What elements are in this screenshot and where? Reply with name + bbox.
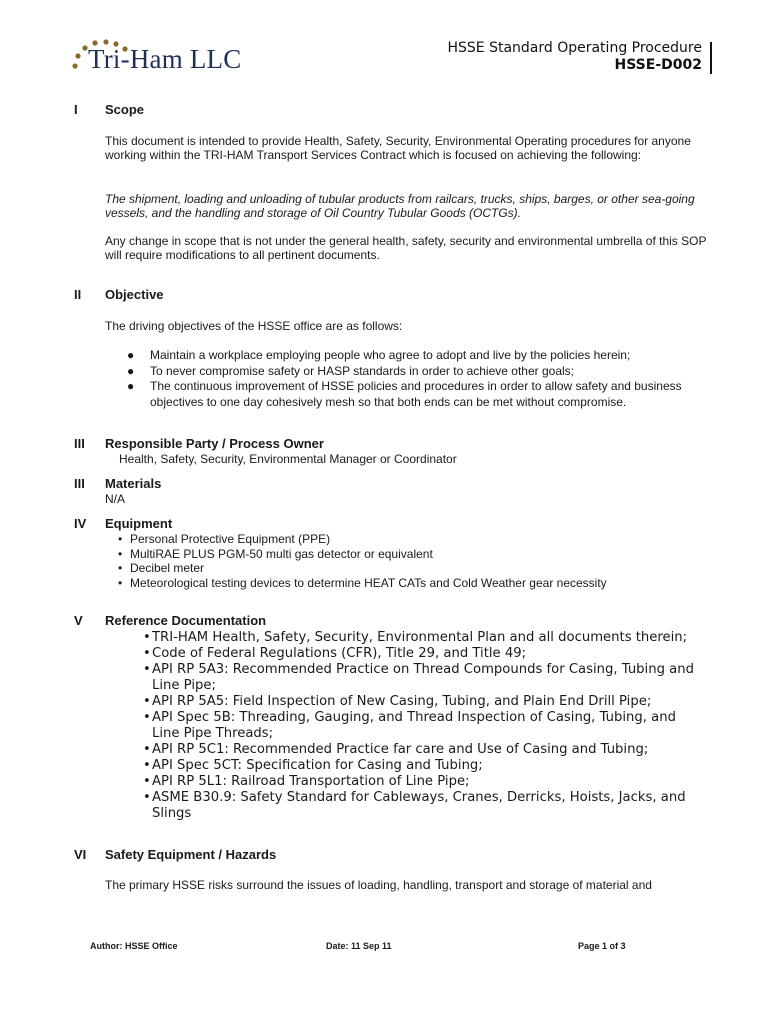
bullet-icon: •: [143, 694, 151, 709]
list-item-text: MultiRAE PLUS PGM-50 multi gas detector or equivalent: [130, 546, 433, 561]
list-item-text: Meteorological testing devices to determine HEAT CATs and Cold Weather gear necessity: [130, 575, 607, 590]
document-code: HSSE-D002: [614, 57, 702, 73]
list-item: [105, 758, 705, 774]
list-item: [105, 630, 705, 646]
document-title: HSSE Standard Operating Procedure: [447, 40, 702, 56]
section-title-objective: Objective: [105, 287, 164, 302]
objective-list: [105, 348, 705, 410]
footer-page-number: Page 1 of 3: [578, 941, 626, 951]
equipment-list: [118, 532, 708, 590]
list-item: [105, 364, 705, 380]
bullet-icon: •: [118, 561, 123, 575]
section-number: VI: [74, 847, 87, 862]
bullet-icon: •: [143, 630, 151, 645]
list-item: [118, 576, 708, 591]
bullet-icon: •: [143, 790, 151, 805]
list-item-text: Personal Protective Equipment (PPE): [130, 532, 331, 546]
list-item-text: Code of Federal Regulations (CFR), Title 29, and Title 49;: [152, 646, 527, 661]
section-number: I: [74, 102, 78, 117]
list-item: [105, 646, 705, 662]
list-item: [105, 710, 705, 742]
section-number: III: [74, 436, 85, 451]
header-divider: [710, 42, 712, 74]
list-item: [118, 532, 708, 547]
section-title-reference: Reference Documentation: [105, 613, 267, 628]
section-title-equipment: Equipment: [105, 516, 173, 531]
section-number: III: [74, 476, 85, 491]
section-title-materials: Materials: [105, 476, 162, 491]
section-title-safety: Safety Equipment / Hazards: [105, 847, 277, 862]
list-item: [105, 742, 705, 758]
bullet-icon: ●: [127, 363, 135, 378]
footer-author: Author: HSSE Office: [90, 941, 178, 951]
list-item: [105, 790, 705, 822]
materials-text: N/A: [105, 492, 126, 506]
list-item-text: API Spec 5CT: Specification for Casing and Tubing;: [152, 758, 483, 773]
list-item: [105, 774, 705, 790]
section-number: II: [74, 287, 82, 302]
bullet-icon: •: [143, 742, 151, 757]
bullet-icon: •: [143, 662, 151, 677]
list-item: [105, 694, 705, 710]
list-item-text: The continuous improvement of HSSE policies and procedures in order to allow safety and business objectives to one day cohesively mesh so that both ends can be met without compromise.: [150, 379, 682, 409]
list-item-text: API Spec 5B: Threading, Gauging, and Thread Inspection of Casing, Tubing, and Line Pipe Threads;: [152, 710, 676, 741]
bullet-icon: •: [118, 575, 123, 590]
reference-list: [105, 630, 705, 822]
section-title-scope: Scope: [105, 102, 145, 117]
list-item: [105, 348, 705, 364]
list-item-text: Maintain a workplace employing people who agree to adopt and live by the policies herein;: [150, 348, 631, 362]
bullet-icon: •: [143, 758, 151, 773]
list-item-text: ASME B30.9: Safety Standard for Cableways, Cranes, Derricks, Hoists, Jacks, and Slings: [152, 790, 686, 821]
document-header: [447, 40, 702, 74]
list-item-text: API RP 5A5: Field Inspection of New Casing, Tubing, and Plain End Drill Pipe;: [152, 694, 652, 709]
list-item-text: Decibel meter: [130, 561, 205, 575]
bullet-icon: ●: [127, 379, 135, 393]
objective-intro: The driving objectives of the HSSE office are as follows:: [105, 319, 403, 333]
bullet-icon: •: [143, 710, 151, 725]
footer-date: Date: 11 Sep 11: [326, 941, 392, 951]
section-number: IV: [74, 516, 87, 531]
bullet-icon: ●: [127, 348, 135, 362]
bullet-icon: •: [118, 546, 123, 561]
scope-paragraph-3: Any change in scope that is not under the general health, safety, security and environmental umbrella of this SOP will require modifications to all pertinent documents.: [105, 234, 707, 262]
list-item-text: API RP 5A3: Recommended Practice on Thread Compounds for Casing, Tubing and Line Pipe;: [152, 662, 694, 693]
company-logo-text: Tri-Ham LLC: [88, 44, 242, 74]
list-item: [118, 547, 708, 562]
list-item-text: API RP 5C1: Recommended Practice far care and Use of Casing and Tubing;: [152, 742, 649, 757]
bullet-icon: •: [118, 532, 123, 546]
bullet-icon: •: [143, 646, 151, 661]
list-item-text: To never compromise safety or HASP standards in order to achieve other goals;: [150, 363, 574, 378]
section-number: V: [74, 613, 83, 628]
list-item-text: TRI-HAM Health, Safety, Security, Environmental Plan and all documents therein;: [152, 630, 688, 645]
list-item: [105, 379, 705, 410]
safety-text: The primary HSSE risks surround the issues of loading, handling, transport and storage of material and: [105, 878, 652, 892]
list-item-text: API RP 5L1: Railroad Transportation of Line Pipe;: [152, 774, 470, 789]
responsible-text: Health, Safety, Security, Environmental Manager or Coordinator: [119, 452, 457, 466]
scope-paragraph-1: This document is intended to provide Health, Safety, Security, Environmental Operating procedures for anyone working within the TRI-HAM Transport Services Contract which is focused on achieving the following:: [105, 134, 691, 162]
scope-paragraph-2: The shipment, loading and unloading of tubular products from railcars, trucks, ships, barges, or other sea-going vessels, and the handling and storage of Oil Country Tubular Goods (OCTGs).: [105, 192, 695, 220]
bullet-icon: •: [143, 774, 151, 789]
list-item: [105, 662, 705, 694]
list-item: [118, 561, 708, 576]
section-title-responsible: Responsible Party / Process Owner: [105, 436, 324, 451]
